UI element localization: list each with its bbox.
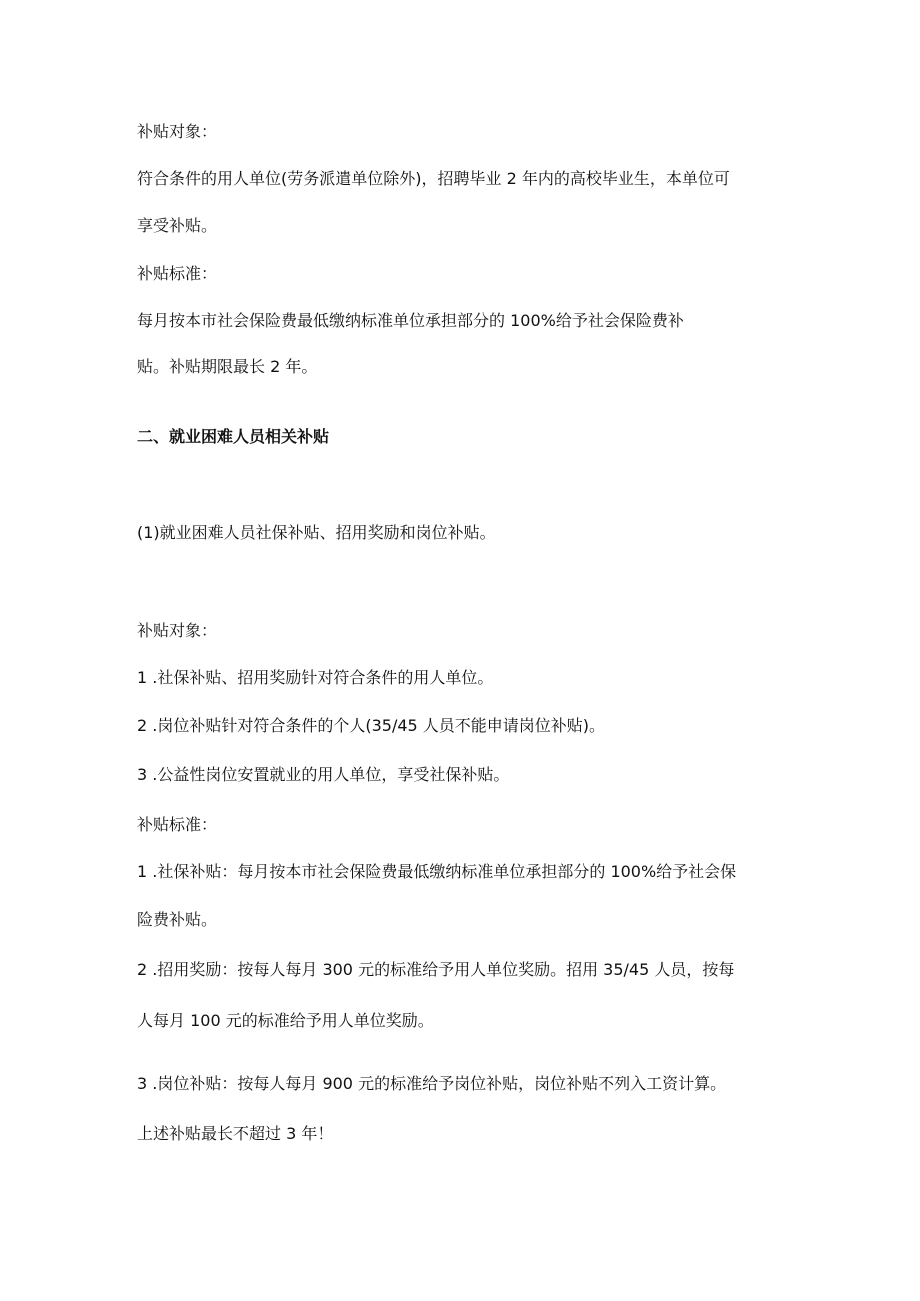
list-item-continuation: 险费补贴。	[137, 910, 218, 929]
list-item: 2 .招用奖励：按每人每月 300 元的标准给予用人单位奖励。招用 35/45 人员，按每	[137, 960, 735, 979]
standard-label: 补贴标准：	[137, 815, 218, 834]
list-item: 3 .公益性岗位安置就业的用人单位，享受社保补贴。	[137, 765, 510, 784]
target-text-line: 符合条件的用人单位(劳务派遣单位除外)，招聘毕业 2 年内的高校毕业生，本单位可	[137, 169, 730, 188]
target-text-line: 享受补贴。	[137, 216, 218, 235]
standard-text-line: 每月按本市社会保险费最低缴纳标准单位承担部分的 100%给予社会保险费补	[137, 311, 684, 330]
list-item-continuation: 人每月 100 元的标准给予用人单位奖励。	[137, 1011, 434, 1030]
list-item: 1 .社保补贴：每月按本市社会保险费最低缴纳标准单位承担部分的 100%给予社会保	[137, 862, 737, 881]
closing-note: 上述补贴最长不超过 3 年！	[137, 1124, 334, 1143]
subsection-heading: (1)就业困难人员社保补贴、招用奖励和岗位补贴。	[137, 523, 496, 542]
target-label: 补贴对象：	[137, 122, 218, 141]
section-heading: 二、就业困难人员相关补贴	[137, 427, 330, 446]
list-item: 1 .社保补贴、招用奖励针对符合条件的用人单位。	[137, 668, 494, 687]
target-label: 补贴对象：	[137, 621, 218, 640]
standard-text-line: 贴。补贴期限最长 2 年。	[137, 357, 318, 376]
list-item: 3 .岗位补贴：按每人每月 900 元的标准给予岗位补贴，岗位补贴不列入工资计算。	[137, 1074, 727, 1093]
standard-label: 补贴标准：	[137, 264, 218, 283]
list-item: 2 .岗位补贴针对符合条件的个人(35/45 人员不能申请岗位补贴)。	[137, 716, 606, 735]
